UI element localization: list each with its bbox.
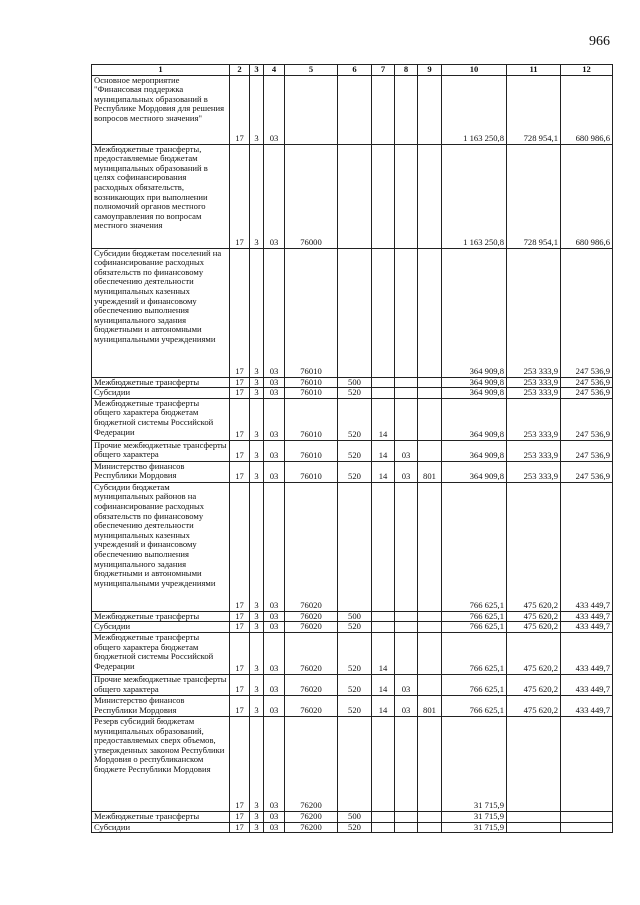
cell-c11: 475 620,2 [507, 482, 561, 611]
cell-c6 [338, 248, 372, 377]
cell-c5: 76020 [285, 622, 338, 633]
row-name-cell: Межбюджетные трансферты [92, 811, 230, 822]
cell-c5: 76000 [285, 144, 338, 248]
cell-c8 [395, 822, 418, 833]
cell-c2: 17 [230, 440, 250, 461]
row-name-cell: Межбюджетные трансферты [92, 611, 230, 622]
cell-c3: 3 [250, 716, 264, 811]
cell-c4: 03 [264, 674, 285, 695]
cell-c5: 76010 [285, 398, 338, 440]
cell-c11: 728 954,1 [507, 144, 561, 248]
cell-c12: 247 536,9 [561, 398, 613, 440]
table-row [92, 674, 613, 695]
row-name-cell: Субсидии бюджетам поселений на софинансирование расходных обязательств по финансовому обеспечению деятельности муниципальных казенных учреждений и финансовому обеспечению выполнения муниципального задания бюджетными и автономными муниципальными учреждениями [92, 248, 230, 377]
cell-c2: 17 [230, 144, 250, 248]
cell-c9 [418, 611, 442, 622]
cell-c3: 3 [250, 388, 264, 399]
cell-c9 [418, 248, 442, 377]
cell-c5: 76020 [285, 632, 338, 674]
column-header: 4 [264, 65, 285, 76]
cell-c6 [338, 75, 372, 144]
table-row [92, 248, 613, 377]
cell-c11: 475 620,2 [507, 622, 561, 633]
cell-c5: 76010 [285, 377, 338, 388]
cell-c6 [338, 716, 372, 811]
column-header: 2 [230, 65, 250, 76]
table-row [92, 440, 613, 461]
cell-c11: 728 954,1 [507, 75, 561, 144]
cell-c4: 03 [264, 622, 285, 633]
cell-c9 [418, 716, 442, 811]
column-header: 10 [442, 65, 507, 76]
cell-c12: 433 449,7 [561, 695, 613, 716]
cell-c10: 364 909,8 [442, 388, 507, 399]
cell-c8 [395, 482, 418, 611]
cell-c4: 03 [264, 632, 285, 674]
cell-c4: 03 [264, 695, 285, 716]
cell-c3: 3 [250, 144, 264, 248]
cell-c12: 247 536,9 [561, 388, 613, 399]
table-body [92, 75, 613, 833]
table-row [92, 822, 613, 833]
cell-c9: 801 [418, 695, 442, 716]
cell-c7 [372, 248, 395, 377]
cell-c3: 3 [250, 248, 264, 377]
cell-c3: 3 [250, 674, 264, 695]
cell-c7 [372, 822, 395, 833]
cell-c2: 17 [230, 695, 250, 716]
cell-c3: 3 [250, 461, 264, 482]
row-name-cell: Прочие межбюджетные трансферты общего характера [92, 440, 230, 461]
cell-c12: 247 536,9 [561, 461, 613, 482]
cell-c2: 17 [230, 388, 250, 399]
cell-c9 [418, 622, 442, 633]
row-name-cell: Субсидии бюджетам муниципальных районов на софинансирование расходных обязательств по финансовому обеспечению деятельности муниципальных казенных учреждений и финансовому обеспечению выполнения муниципального задания бюджетными и автономными муниципальными учреждениями [92, 482, 230, 611]
cell-c4: 03 [264, 398, 285, 440]
cell-c2: 17 [230, 248, 250, 377]
cell-c7 [372, 144, 395, 248]
cell-c3: 3 [250, 482, 264, 611]
cell-c5: 76020 [285, 482, 338, 611]
row-name-cell: Субсидии [92, 388, 230, 399]
cell-c7 [372, 388, 395, 399]
cell-c6: 520 [338, 695, 372, 716]
table-row [92, 144, 613, 248]
cell-c12: 680 986,6 [561, 75, 613, 144]
cell-c4: 03 [264, 377, 285, 388]
cell-c6: 520 [338, 674, 372, 695]
cell-c6: 500 [338, 377, 372, 388]
cell-c7: 14 [372, 695, 395, 716]
cell-c2: 17 [230, 822, 250, 833]
cell-c3: 3 [250, 632, 264, 674]
table-row [92, 811, 613, 822]
cell-c9 [418, 75, 442, 144]
cell-c2: 17 [230, 398, 250, 440]
cell-c7: 14 [372, 461, 395, 482]
cell-c12: 433 449,7 [561, 611, 613, 622]
cell-c6: 500 [338, 611, 372, 622]
cell-c7 [372, 75, 395, 144]
cell-c12 [561, 716, 613, 811]
cell-c7: 14 [372, 440, 395, 461]
cell-c10: 31 715,9 [442, 716, 507, 811]
cell-c8: 03 [395, 674, 418, 695]
cell-c9 [418, 482, 442, 611]
cell-c5: 76200 [285, 716, 338, 811]
cell-c4: 03 [264, 716, 285, 811]
cell-c3: 3 [250, 75, 264, 144]
cell-c11: 475 620,2 [507, 695, 561, 716]
cell-c4: 03 [264, 822, 285, 833]
column-header: 7 [372, 65, 395, 76]
cell-c11: 475 620,2 [507, 632, 561, 674]
table-row [92, 716, 613, 811]
page-number: 966 [589, 34, 610, 49]
table-header-row [92, 65, 613, 76]
cell-c12: 247 536,9 [561, 377, 613, 388]
row-name-cell: Прочие межбюджетные трансферты общего характера [92, 674, 230, 695]
row-name-cell: Резерв субсидий бюджетам муниципальных образований, предоставляемых сверх объемов, утвержденных законом Республики Мордовия о республиканском бюджете Республики Мордовия [92, 716, 230, 811]
cell-c11: 253 333,9 [507, 248, 561, 377]
cell-c7 [372, 611, 395, 622]
cell-c12: 680 986,6 [561, 144, 613, 248]
cell-c4: 03 [264, 388, 285, 399]
cell-c12: 433 449,7 [561, 674, 613, 695]
cell-c11: 253 333,9 [507, 440, 561, 461]
table-row [92, 388, 613, 399]
cell-c5: 76020 [285, 611, 338, 622]
cell-c7: 14 [372, 398, 395, 440]
cell-c7 [372, 482, 395, 611]
table-row [92, 75, 613, 144]
cell-c4: 03 [264, 440, 285, 461]
table-row [92, 632, 613, 674]
column-header: 8 [395, 65, 418, 76]
cell-c9 [418, 822, 442, 833]
table-row [92, 622, 613, 633]
cell-c9 [418, 398, 442, 440]
cell-c7 [372, 716, 395, 811]
cell-c3: 3 [250, 822, 264, 833]
cell-c9 [418, 674, 442, 695]
cell-c8 [395, 388, 418, 399]
cell-c4: 03 [264, 811, 285, 822]
cell-c10: 31 715,9 [442, 822, 507, 833]
cell-c6: 520 [338, 440, 372, 461]
cell-c10: 364 909,8 [442, 440, 507, 461]
cell-c12: 247 536,9 [561, 248, 613, 377]
cell-c11: 475 620,2 [507, 611, 561, 622]
cell-c3: 3 [250, 811, 264, 822]
cell-c5: 76010 [285, 461, 338, 482]
cell-c11: 475 620,2 [507, 674, 561, 695]
cell-c9 [418, 811, 442, 822]
cell-c12: 433 449,7 [561, 632, 613, 674]
cell-c8 [395, 611, 418, 622]
cell-c8 [395, 716, 418, 811]
column-header: 6 [338, 65, 372, 76]
cell-c4: 03 [264, 248, 285, 377]
budget-table [91, 64, 613, 833]
cell-c5: 76010 [285, 388, 338, 399]
cell-c9 [418, 440, 442, 461]
row-name-cell: Межбюджетные трансферты [92, 377, 230, 388]
row-name-cell: Межбюджетные трансферты общего характера бюджетам бюджетной системы Российской Федерации [92, 398, 230, 440]
column-header: 9 [418, 65, 442, 76]
cell-c6: 520 [338, 632, 372, 674]
table-row [92, 377, 613, 388]
row-name-cell: Субсидии [92, 822, 230, 833]
cell-c6: 520 [338, 388, 372, 399]
cell-c5: 76200 [285, 822, 338, 833]
cell-c10: 364 909,8 [442, 398, 507, 440]
column-header: 12 [561, 65, 613, 76]
cell-c8 [395, 622, 418, 633]
cell-c2: 17 [230, 75, 250, 144]
cell-c2: 17 [230, 377, 250, 388]
cell-c9 [418, 144, 442, 248]
column-header: 1 [92, 65, 230, 76]
column-header: 3 [250, 65, 264, 76]
cell-c6 [338, 482, 372, 611]
cell-c8 [395, 248, 418, 377]
cell-c10: 364 909,8 [442, 461, 507, 482]
cell-c12: 433 449,7 [561, 622, 613, 633]
cell-c10: 364 909,8 [442, 248, 507, 377]
cell-c3: 3 [250, 622, 264, 633]
cell-c6: 500 [338, 811, 372, 822]
cell-c3: 3 [250, 398, 264, 440]
cell-c10: 364 909,8 [442, 377, 507, 388]
cell-c10: 1 163 250,8 [442, 75, 507, 144]
cell-c7 [372, 622, 395, 633]
cell-c4: 03 [264, 75, 285, 144]
row-name-cell: Межбюджетные трансферты общего характера бюджетам бюджетной системы Российской Федерации [92, 632, 230, 674]
cell-c8 [395, 398, 418, 440]
cell-c6 [338, 144, 372, 248]
cell-c11 [507, 822, 561, 833]
cell-c2: 17 [230, 482, 250, 611]
row-name-cell: Субсидии [92, 622, 230, 633]
cell-c5: 76020 [285, 695, 338, 716]
cell-c2: 17 [230, 461, 250, 482]
cell-c8: 03 [395, 695, 418, 716]
cell-c2: 17 [230, 611, 250, 622]
cell-c8 [395, 377, 418, 388]
cell-c11: 253 333,9 [507, 377, 561, 388]
cell-c3: 3 [250, 440, 264, 461]
cell-c12: 433 449,7 [561, 482, 613, 611]
cell-c10: 766 625,1 [442, 674, 507, 695]
cell-c2: 17 [230, 632, 250, 674]
cell-c2: 17 [230, 811, 250, 822]
cell-c8 [395, 632, 418, 674]
cell-c3: 3 [250, 611, 264, 622]
cell-c5: 76010 [285, 440, 338, 461]
cell-c10: 31 715,9 [442, 811, 507, 822]
cell-c7: 14 [372, 632, 395, 674]
table-row [92, 482, 613, 611]
cell-c9 [418, 388, 442, 399]
column-header: 5 [285, 65, 338, 76]
row-name-cell: Министерство финансов Республики Мордовия [92, 461, 230, 482]
cell-c9 [418, 632, 442, 674]
column-header: 11 [507, 65, 561, 76]
cell-c5: 76200 [285, 811, 338, 822]
cell-c12 [561, 822, 613, 833]
cell-c10: 766 625,1 [442, 611, 507, 622]
cell-c11 [507, 716, 561, 811]
row-name-cell: Основное мероприятие "Финансовая поддержка муниципальных образований в Республике Мордовия для решения вопросов местного значения" [92, 75, 230, 144]
cell-c11: 253 333,9 [507, 461, 561, 482]
cell-c7 [372, 811, 395, 822]
cell-c12 [561, 811, 613, 822]
table-row [92, 461, 613, 482]
cell-c6: 520 [338, 398, 372, 440]
cell-c10: 766 625,1 [442, 482, 507, 611]
cell-c4: 03 [264, 144, 285, 248]
table-row [92, 398, 613, 440]
cell-c9: 801 [418, 461, 442, 482]
cell-c7 [372, 377, 395, 388]
table-row [92, 695, 613, 716]
cell-c2: 17 [230, 622, 250, 633]
cell-c12: 247 536,9 [561, 440, 613, 461]
cell-c8 [395, 75, 418, 144]
cell-c6: 520 [338, 622, 372, 633]
cell-c11: 253 333,9 [507, 398, 561, 440]
cell-c4: 03 [264, 611, 285, 622]
row-name-cell: Межбюджетные трансферты, предоставляемые бюджетам муниципальных образований в целях софинансирования расходных обязательств, возникающих при выполнении полномочий органов местного самоуправления по вопросам местного значения [92, 144, 230, 248]
cell-c2: 17 [230, 716, 250, 811]
cell-c4: 03 [264, 461, 285, 482]
cell-c10: 766 625,1 [442, 695, 507, 716]
cell-c8: 03 [395, 440, 418, 461]
cell-c11: 253 333,9 [507, 388, 561, 399]
cell-c4: 03 [264, 482, 285, 611]
cell-c5: 76020 [285, 674, 338, 695]
cell-c3: 3 [250, 377, 264, 388]
cell-c8 [395, 811, 418, 822]
cell-c10: 766 625,1 [442, 632, 507, 674]
cell-c2: 17 [230, 674, 250, 695]
cell-c5 [285, 75, 338, 144]
cell-c5: 76010 [285, 248, 338, 377]
cell-c3: 3 [250, 695, 264, 716]
cell-c10: 1 163 250,8 [442, 144, 507, 248]
table-row [92, 611, 613, 622]
cell-c9 [418, 377, 442, 388]
cell-c6: 520 [338, 822, 372, 833]
cell-c8: 03 [395, 461, 418, 482]
cell-c7: 14 [372, 674, 395, 695]
row-name-cell: Министерство финансов Республики Мордовия [92, 695, 230, 716]
cell-c11 [507, 811, 561, 822]
cell-c6: 520 [338, 461, 372, 482]
cell-c10: 766 625,1 [442, 622, 507, 633]
cell-c8 [395, 144, 418, 248]
